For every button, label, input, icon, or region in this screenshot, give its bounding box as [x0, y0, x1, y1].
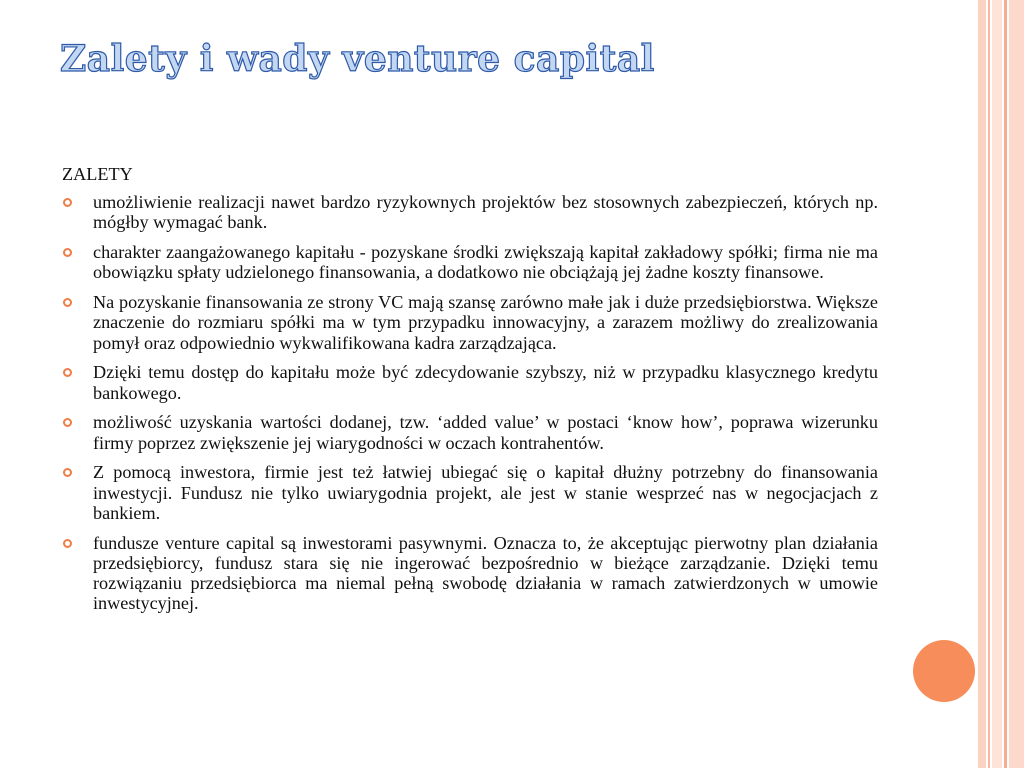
bullet-circle-icon — [63, 418, 72, 427]
bullet-text: umożliwienie realizacji nawet bardzo ryzykownych projektów bez stosownych zabezpieczeń, których np. mógłby wymagać bank. — [93, 192, 878, 233]
slide-content — [62, 164, 878, 623]
decorative-stripe — [978, 0, 986, 768]
decorative-circle — [913, 640, 975, 702]
list-item — [62, 412, 878, 452]
bullet-text: możliwość uzyskania wartości dodanej, tzw. ‘added value’ w postaci ‘know how’, poprawa wizerunku firmy poprzez zwiększenie jej wiarygodności w oczach kontrahentów. — [93, 412, 878, 453]
bullet-text: Z pomocą inwestora, firmie jest też łatwiej ubiegać się o kapitał dłużny potrzebny do finansowania inwestycji. Fundusz nie tylko uwiarygodnia projekt, ale jest w stanie wesprzeć nas w negocjacjach z bankiem. — [93, 462, 878, 523]
bullet-text: charakter zaangażowanego kapitału - pozyskane środki zwiększają kapitał zakładowy spółki; firma nie ma obowiązku spłaty udzielonego finansowania, a dodatkowo nie obciążają jej żadne koszty finansowe. — [93, 242, 878, 283]
bullet-text: Dzięki temu dostęp do kapitału może być zdecydowanie szybszy, niż w przypadku klasycznego kredytu bankowego. — [93, 362, 878, 403]
slide-title: Zalety i wady venture capital — [60, 38, 655, 80]
bullet-text: Na pozyskanie finansowania ze strony VC mają szansę zarówno małe jak i duże przedsiębiorstwa. Większe znaczenie do rozmiaru spółki ma w tym przypadku innowacyjny, a zarazem możliwy do zrealizowania pomył oraz odpowiednio wykwalifikowana kadra zarządzająca. — [93, 292, 878, 353]
bullet-circle-icon — [63, 368, 72, 377]
bullet-circle-icon — [63, 298, 72, 307]
list-item — [62, 362, 878, 402]
bullet-circle-icon — [63, 248, 72, 257]
list-item — [62, 292, 878, 353]
section-heading: ZALETY — [62, 164, 133, 184]
list-item — [62, 462, 878, 523]
bullet-text: fundusze venture capital są inwestorami pasywnymi. Oznacza to, że akceptując pierwotny plan działania przedsiębiorcy, fundusz stara się nie ingerować bezpośrednio w bieżące zarządzanie. Dzięki temu rozwiązaniu przedsiębiorca ma niemal pełną swobodę działania w ramach zatwierdzonych w umowie inwestycyjnej. — [93, 532, 878, 614]
bullet-list — [62, 192, 878, 613]
decorative-stripe — [1009, 0, 1024, 768]
decorative-stripe — [992, 0, 1002, 768]
list-item — [62, 192, 878, 232]
bullet-circle-icon — [63, 198, 72, 207]
bullet-circle-icon — [63, 468, 72, 477]
list-item — [62, 242, 878, 282]
decorative-stripe — [988, 0, 990, 768]
list-item — [62, 533, 878, 614]
decorative-stripe — [1004, 0, 1007, 768]
bullet-circle-icon — [63, 539, 72, 548]
